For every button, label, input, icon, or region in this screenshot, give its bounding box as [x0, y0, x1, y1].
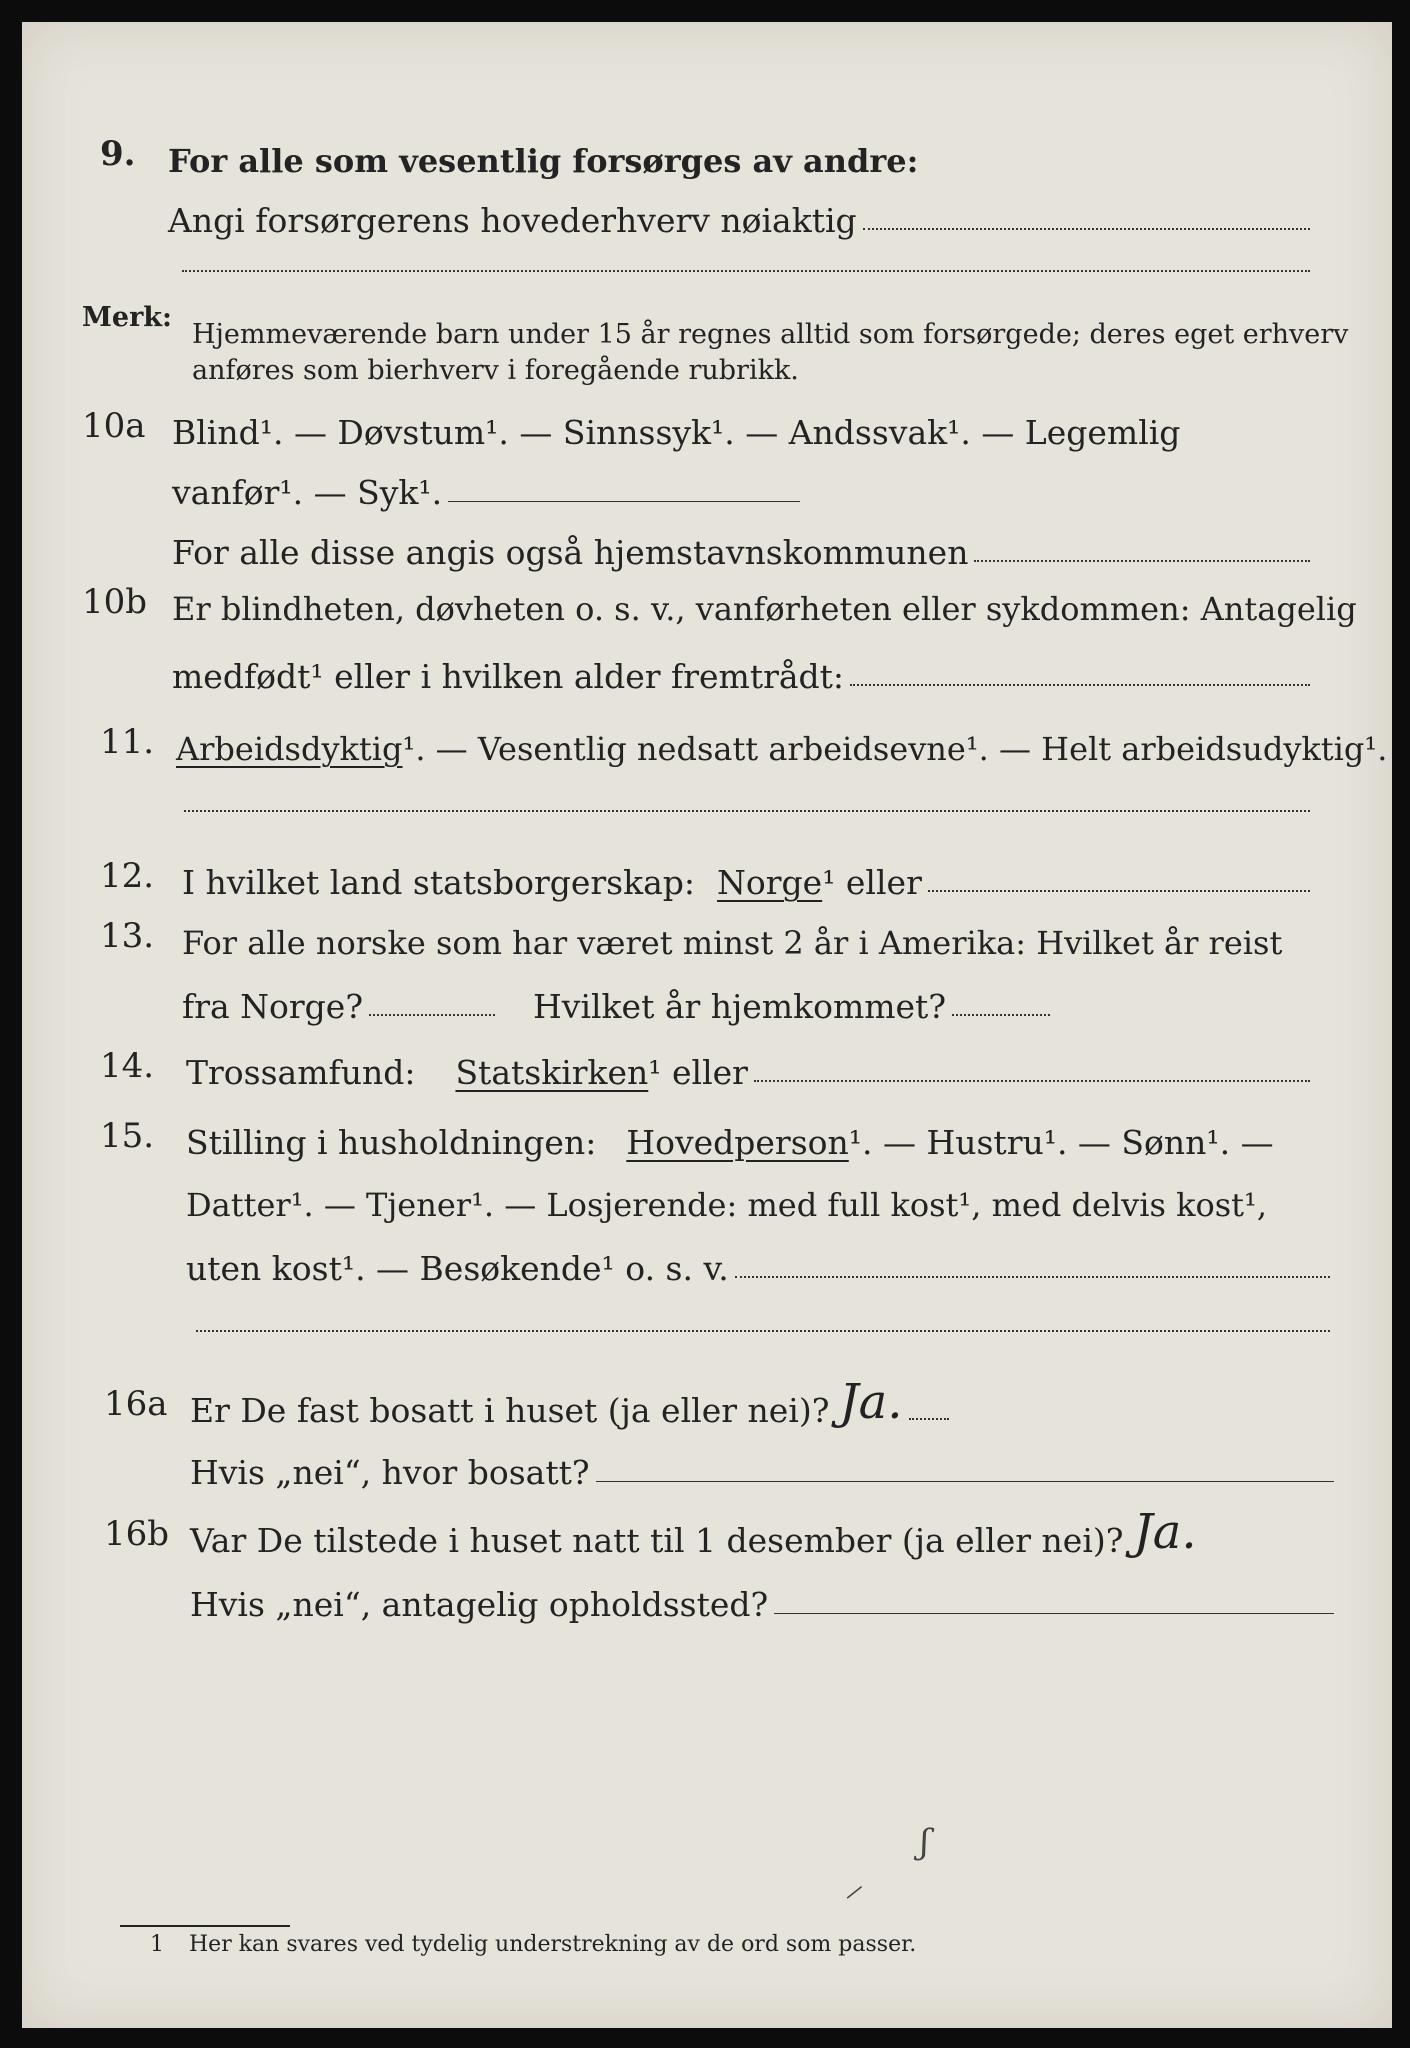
question-text: Er De fast bosatt i huset (ja eller nei)? [190, 1391, 830, 1430]
answer-line[interactable] [184, 810, 1310, 812]
footnote-rule [120, 1925, 290, 1927]
note-label: Merk: [82, 302, 172, 333]
question-text: Datter¹. — Tjener¹. — Losjerende: med full kost¹, med delvis kost¹, [186, 1186, 1268, 1224]
question-text: ¹ eller [822, 863, 922, 902]
question-10b-line2 [0, 636, 1410, 716]
question-number: 10a [82, 406, 146, 446]
question-number: 11. [100, 722, 155, 762]
question-text: Stilling i husholdningen: [186, 1123, 597, 1162]
stray-pen-mark: ⸝ [845, 1865, 862, 1905]
question-text: I hvilket land statsborgerskap: [182, 863, 696, 902]
question-number: 13. [100, 916, 155, 956]
answer-line[interactable] [952, 1014, 1050, 1016]
answer-line[interactable] [974, 560, 1310, 562]
note-text: anføres som bierhverv i foregående rubrikk. [192, 355, 799, 386]
question-text: Var De tilstede i huset natt til 1 desember (ja eller nei)? [190, 1521, 1124, 1560]
answer-line[interactable] [196, 1330, 1330, 1332]
question-11-line2 [0, 762, 1410, 842]
question-text: Hvilket år hjemkommet? [533, 987, 947, 1026]
underlined-answer: Norge [717, 863, 823, 902]
answer-line[interactable] [774, 1613, 1334, 1614]
handwritten-answer: Ja. [1133, 1504, 1197, 1560]
answer-line[interactable] [182, 270, 1310, 272]
question-text: Er blindheten, døvheten o. s. v., vanførheten eller sykdommen: Antagelig [172, 590, 1357, 628]
question-text: For alle disse angis også hjemstavnskommunen [172, 533, 969, 572]
question-text: ¹. — Vesentlig nedsatt arbeidsevne¹. — Helt arbeidsudyktig¹. [402, 730, 1388, 768]
question-number: 14. [100, 1046, 155, 1086]
question-number: 9. [100, 134, 136, 174]
footnote-marker: 1 [150, 1932, 164, 1957]
answer-line[interactable] [596, 1481, 1334, 1482]
question-title: For alle som vesentlig forsørges av andre: [168, 142, 919, 180]
question-number: 12. [100, 856, 155, 896]
answer-line[interactable] [928, 890, 1310, 892]
question-text: Hvis „nei“, hvor bosatt? [190, 1453, 590, 1492]
answer-line[interactable] [448, 501, 800, 502]
answer-line[interactable] [909, 1418, 949, 1420]
footnote [150, 1932, 916, 1957]
question-number: 10b [82, 582, 148, 622]
question-text: ¹ eller [648, 1053, 748, 1092]
answer-line[interactable] [369, 1014, 495, 1016]
underlined-answer: Hovedperson [626, 1123, 849, 1162]
question-text: Blind¹. — Døvstum¹. — Sinnssyk¹. — Andssvak¹. — Legemlig [172, 413, 1181, 452]
question-number: 16a [104, 1384, 168, 1424]
question-number: 15. [100, 1116, 155, 1156]
stray-pen-mark: ʃ [920, 1822, 930, 1862]
question-text: fra Norge? [182, 987, 364, 1026]
handwritten-answer: Ja. [839, 1374, 903, 1430]
note-text: Hjemmeværende barn under 15 år regnes alltid som forsørgede; deres eget erhverv [192, 319, 1349, 350]
question-text: medfødt¹ eller i hvilken alder fremtrådt: [172, 657, 845, 696]
question-14 [0, 1032, 1410, 1112]
answer-line[interactable] [754, 1080, 1310, 1082]
question-text: Trossamfund: [186, 1053, 416, 1092]
question-16b-line2 [0, 1564, 1410, 1644]
answer-line[interactable] [735, 1276, 1330, 1278]
answer-line[interactable] [850, 684, 1310, 686]
question-text: ¹. — Hustru¹. — Sønn¹. — [848, 1123, 1274, 1162]
underlined-answer: Arbeidsdyktig [176, 730, 403, 768]
question-text: Hvis „nei“, antagelig opholdssted? [190, 1585, 769, 1624]
question-text: vanfør¹. — Syk¹. [172, 473, 443, 512]
footnote-text: Her kan svares ved tydelig understrekning av de ord som passer. [189, 1932, 917, 1957]
question-text: Angi forsørgerens hovederhverv nøiaktig [168, 201, 857, 240]
underlined-answer: Statskirken [455, 1053, 649, 1092]
question-text: For alle norske som har været minst 2 år i Amerika: Hvilket år reist [182, 924, 1283, 962]
question-text: uten kost¹. — Besøkende¹ o. s. v. [186, 1249, 729, 1288]
question-number: 16b [104, 1514, 170, 1554]
question-15-line4 [0, 1282, 1410, 1362]
